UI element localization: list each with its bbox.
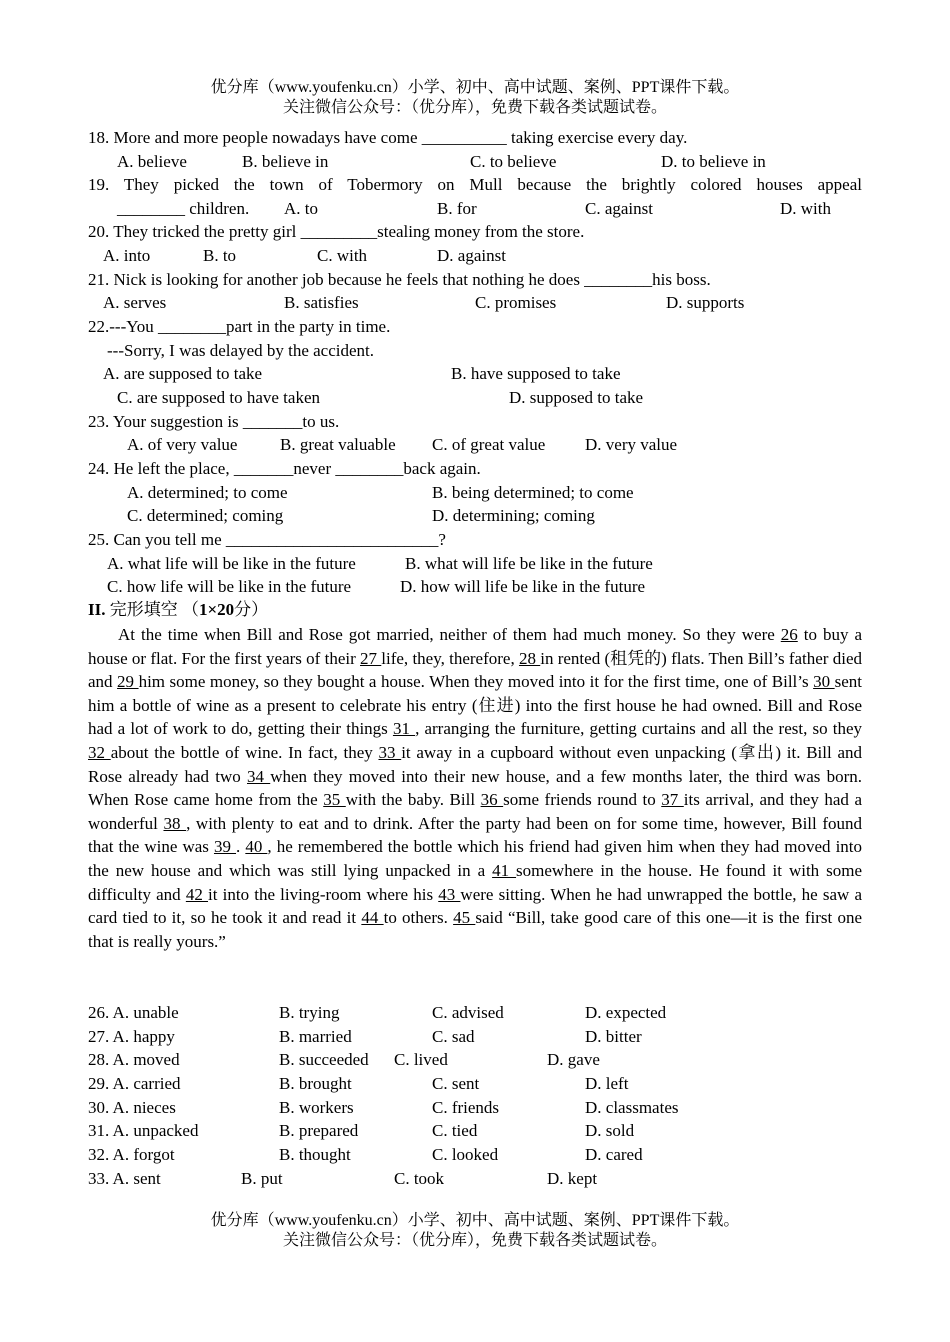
passage-text: its arrival, and they had a wonderful [88,790,862,833]
passage-text: it away in a cupboard without even unpacking (拿出) it. Bill and Rose already had two [88,742,862,786]
option-28-a: 28. A. moved [88,1050,180,1069]
blank-36: 36 [480,790,504,810]
blank-29: 29 [117,672,139,692]
passage-text: were sitting. When he had unwrapped the bottle, he saw a card tied to it, so he took it and read it [88,884,863,928]
q23-option-a: A. of very value [127,435,238,454]
q25-option-a: A. what life will be like in the future [107,554,356,573]
option-32-d: D. cared [585,1145,643,1164]
option-27-d: D. bitter [585,1027,642,1046]
option-31-c: C. tied [432,1121,478,1140]
passage-text: with the baby. Bill [345,790,481,810]
option-30-b: B. workers [279,1098,354,1117]
blank-35: 35 [323,790,346,810]
section-title: 完形填空 （ [109,600,199,619]
option-33-a: 33. A. sent [88,1169,161,1188]
blank-34: 34 [247,766,271,786]
section-2-heading [88,599,268,621]
q20-option-a: A. into [103,246,151,265]
option-29-c: C. sent [432,1074,480,1093]
passage-text: life, they, therefore, [381,648,519,668]
option-26-b: B. trying [279,1003,340,1022]
q22-option-b: B. have supposed to take [451,364,621,383]
option-27-a: 27. A. happy [88,1027,175,1046]
blank-32: 32 [88,742,111,762]
option-28-d: D. gave [547,1050,600,1069]
option-29-a: 29. A. carried [88,1074,181,1093]
blank-41: 41 [492,860,517,880]
question-19-stem-cont: ________ children. [117,199,250,218]
blank-38: 38 [163,813,187,833]
q22-option-c: C. are supposed to have taken [117,388,320,407]
q19-option-b: B. for [437,199,477,218]
passage-text: said “Bill, take good care of this one—it is the first one that is really yours.” [88,908,862,951]
q21-option-b: B. satisfies [284,293,359,312]
option-29-d: D. left [585,1074,629,1093]
blank-39: 39 [213,837,237,857]
blank-44: 44 [361,908,384,928]
passage-text: it into the living-room where his [208,884,439,904]
passage-text: some friends round to [503,790,662,810]
q24-option-c: C. determined; coming [127,506,284,525]
q18-option-d: D. to believe in [661,152,766,171]
section-score-unit: 分） [234,600,269,619]
q25-option-c: C. how life will be like in the future [107,577,352,596]
question-25-stem: 25. Can you tell me _________________________? [88,530,446,549]
q20-option-c: C. with [317,246,368,265]
passage-text: in rented (租凭的) flats. Then Bill’s father died and [88,648,862,692]
question-18-stem: 18. More and more people nowadays have come __________ taking exercise every day. [88,128,688,147]
passage-text: , he remembered the bottle which his friend had given him when they had moved into the new house and which was still lying unpacked in a [88,837,863,880]
section-score: 1×20 [198,600,235,619]
option-32-c: C. looked [432,1145,499,1164]
section-number: II. [88,600,106,619]
blank-31: 31 [392,719,416,739]
option-30-d: D. classmates [585,1098,679,1117]
question-23-stem: 23. Your suggestion is _______to us. [88,412,340,431]
q20-option-d: D. against [437,246,506,265]
passage-text: , arranging the furniture, getting curtains and all the rest, so they [415,719,862,739]
option-26-d: D. expected [585,1003,667,1022]
blank-43: 43 [438,884,461,904]
blank-40: 40 [245,837,268,857]
blank-30: 30 [813,672,835,692]
passage-text: when they moved into their new house, and a few months later, the third was born. When Rose came home from the [88,766,863,810]
question-22-stem: 22.---You ________part in the party in time. [88,317,391,336]
question-24-stem: 24. He left the place, _______never ________back again. [88,459,481,478]
q23-option-d: D. very value [585,435,678,454]
passage-text: somewhere in the house. He found it with some difficulty and [88,860,862,904]
q19-option-c: C. against [585,199,653,218]
blank-27: 27 [360,648,382,668]
q25-option-d: D. how will life be like in the future [400,577,646,596]
passage-text: , with plenty to eat and to drink. After the party had been on for some time, however, Bill found that the wine was [88,813,863,857]
option-32-a: 32. A. forgot [88,1145,175,1164]
q24-option-a: A. determined; to come [127,483,288,502]
q21-option-a: A. serves [103,293,167,312]
q22-option-a: A. are supposed to take [103,364,263,383]
option-29-b: B. brought [279,1074,352,1093]
page-footer [0,1211,950,1251]
footer-line-1: 优分库（www.youfenku.cn）小学、初中、高中试题、案例、PPT课件下载。 [210,1212,740,1229]
q25-option-b: B. what will life be like in the future [405,554,653,573]
q23-option-c: C. of great value [432,435,546,454]
option-27-b: B. married [279,1027,352,1046]
q22-option-d: D. supposed to take [509,388,644,407]
q21-option-d: D. supports [666,293,745,312]
q23-option-b: B. great valuable [280,435,396,454]
q24-option-d: D. determining; coming [432,506,595,525]
blank-37: 37 [661,790,684,810]
option-33-d: D. kept [547,1169,598,1188]
passage-text: to others. [383,908,454,928]
q18-option-c: C. to believe [470,152,557,171]
q21-option-c: C. promises [475,293,557,312]
q20-option-b: B. to [203,246,237,265]
option-31-b: B. prepared [279,1121,359,1140]
header-line-2: 关注微信公众号：（优分库），免费下载各类试题试卷。 [282,99,667,116]
blank-45: 45 [453,908,476,928]
blank-42: 42 [185,884,209,904]
option-26-c: C. advised [432,1003,504,1022]
question-19-stem: 19. They picked the town of Tobermory on Mull because the brightly colored houses appeal [88,175,862,194]
option-32-b: B. thought [279,1145,351,1164]
q18-option-b: B. believe in [242,152,329,171]
page-header [0,78,950,118]
option-31-a: 31. A. unpacked [88,1121,199,1140]
passage-text: At the time when Bill and Rose got married, neither of them had much money. So they were [118,625,781,644]
question-20-stem: 20. They tricked the pretty girl _________stealing money from the store. [88,222,585,241]
question-21-stem: 21. Nick is looking for another job because he feels that nothing he does ________his boss. [88,270,711,289]
option-30-a: 30. A. nieces [88,1098,176,1117]
question-22-reply: ---Sorry, I was delayed by the accident. [107,341,375,360]
cloze-passage [88,623,862,953]
passage-text: to buy a house or flat. For the first years of their [88,625,862,668]
option-31-d: D. sold [585,1121,635,1140]
passage-text: sent him a bottle of wine as a present to celebrate his entry (住进) into the first house he had owned. Bill and Rose had a lot of work to do, getting their things [88,672,863,739]
q18-option-a: A. believe [117,152,187,171]
footer-line-2: 关注微信公众号：（优分库），免费下载各类试题试卷。 [282,1232,667,1249]
header-line-1: 优分库（www.youfenku.cn）小学、初中、高中试题、案例、PPT课件下载。 [210,79,740,96]
blank-28: 28 [518,648,541,668]
option-28-c: C. lived [394,1050,448,1069]
q24-option-b: B. being determined; to come [432,483,634,502]
option-26-a: 26. A. unable [88,1003,179,1022]
blank-26: 26 [780,625,798,644]
blank-33: 33 [378,742,402,762]
option-33-b: B. put [241,1169,283,1188]
option-27-c: C. sad [432,1027,475,1046]
option-30-c: C. friends [432,1098,500,1117]
q19-option-a: A. to [284,199,318,218]
q19-option-d: D. with [780,199,831,218]
option-28-b: B. succeeded [279,1050,369,1069]
option-33-c: C. took [394,1169,445,1188]
passage-text: about the bottle of wine. In fact, they [110,742,379,762]
passage-text: him some money, so they bought a house. When they moved into it for the first time, one of Bill’s [138,672,814,692]
passage-text: . [236,837,246,857]
